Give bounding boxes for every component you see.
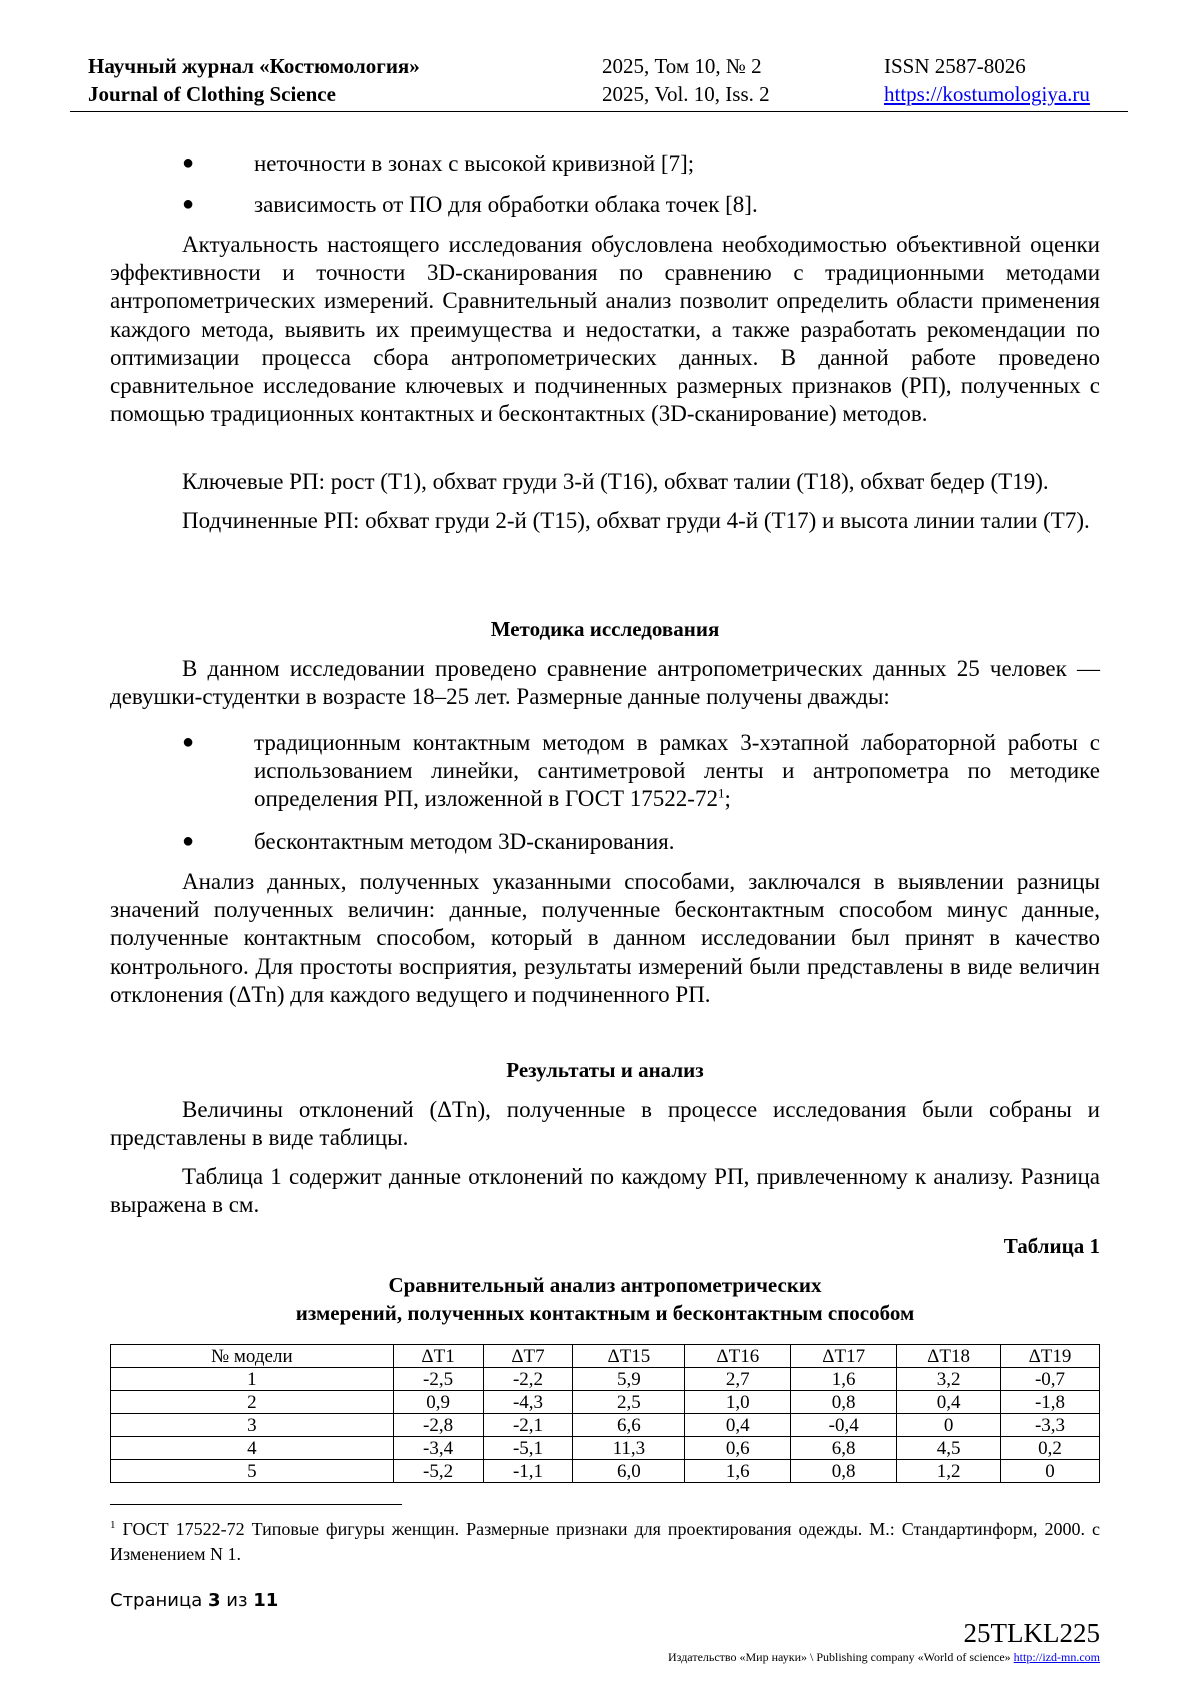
page-total: 11 <box>253 1590 279 1611</box>
table-cell: 1,6 <box>791 1368 897 1391</box>
table-cell: 6,8 <box>791 1437 897 1460</box>
table-header-row <box>111 1345 1100 1368</box>
journal-issue <box>602 52 770 108</box>
table-cell: 4,5 <box>897 1437 1001 1460</box>
table-cell: 6,0 <box>573 1460 685 1483</box>
table-cell: -2,1 <box>483 1414 573 1437</box>
key-measurements-paragraph: Ключевые РП: рост (Т1), обхват груди 3-й (Т16), обхват талии (Т18), обхват бедер (Т19). <box>182 469 1049 494</box>
page-number <box>110 1590 278 1611</box>
bullet-icon: ● <box>182 731 195 753</box>
page-current: 3 <box>208 1590 221 1611</box>
journal-title-ru: Научный журнал «Костюмология» <box>88 54 420 78</box>
table-cell: 2,7 <box>685 1368 791 1391</box>
table-cell: 0,8 <box>791 1460 897 1483</box>
table-cell: -2,5 <box>393 1368 483 1391</box>
table-title-line-1: Сравнительный анализ антропометрических <box>388 1273 822 1297</box>
footnote-mark: 1 <box>110 1519 116 1531</box>
subordinate-measurements-paragraph: Подчиненные РП: обхват груди 2-й (Т15), обхват груди 4-й (Т17) и высота линии талии (Т7). <box>182 508 1090 533</box>
issue-ru: 2025, Том 10, № 2 <box>602 54 762 78</box>
table-row <box>111 1391 1100 1414</box>
bullet-icon: ● <box>182 152 195 174</box>
article-code: 25TLKL225 <box>963 1618 1100 1648</box>
table-header-cell: ΔТ17 <box>791 1345 897 1368</box>
journal-title <box>88 52 420 108</box>
header-divider <box>70 111 1128 112</box>
table-cell: 1 <box>111 1368 394 1391</box>
relevance-paragraph: Актуальность настоящего исследования обусловлена необходимостью объективной оценки эффективности и точности 3D-сканирования по сравнению с традиционными методами антропометрических измерений. Сравнительный анализ позволит определить области применения каждого метода, выявить их преимущества и недостатки, а также разработать рекомендации по оптимизации процесса сбора антропометрических данных. В данной работе проведено сравнительное исследование ключевых и подчиненных размерных признаков (РП), полученных с помощью традиционных контактных и бесконтактных (3D-сканирование) методов. <box>110 232 1100 427</box>
method-bullet-contact-end: ; <box>724 786 731 812</box>
journal-title-en: Journal of Clothing Science <box>88 82 336 106</box>
table-cell: -0,7 <box>1001 1368 1100 1391</box>
table-cell: 11,3 <box>573 1437 685 1460</box>
results-paragraph-1: Величины отклонений (ΔTn), полученные в процессе исследования были собраны и представлены в виде таблицы. <box>110 1097 1100 1151</box>
table-header-cell: ΔТ15 <box>573 1345 685 1368</box>
table-header-cell: ΔТ7 <box>483 1345 573 1368</box>
results-paragraph-2: Таблица 1 содержит данные отклонений по каждому РП, привлеченному к анализу. Разница выражена в см. <box>110 1164 1100 1218</box>
bullet-icon: ● <box>182 193 195 215</box>
method-bullet-scan: бесконтактным методом 3D-сканирования. <box>254 829 675 854</box>
table-cell: 5,9 <box>573 1368 685 1391</box>
table-title-line-2: измерений, полученных контактным и бесконтактным способом <box>295 1301 915 1325</box>
table-row <box>111 1368 1100 1391</box>
table-cell: -2,2 <box>483 1368 573 1391</box>
table-cell: 2 <box>111 1391 394 1414</box>
method-bullet-contact-text: традиционным контактным методом в рамках 3-хэтапной лабораторной работы с использованием линейки, сантиметровой ленты и антропометра по методике определения РП, изложенной в ГОСТ 17522-72 <box>254 730 1100 812</box>
page-mid: из <box>226 1590 248 1611</box>
intro-bullet-1: неточности в зонах с высокой кривизной [7]; <box>254 151 695 176</box>
table-cell: -5,2 <box>393 1460 483 1483</box>
table-cell: 1,2 <box>897 1460 1001 1483</box>
table-cell: 0 <box>1001 1460 1100 1483</box>
table-header-cell: ΔТ16 <box>685 1345 791 1368</box>
table-header-cell: ΔТ1 <box>393 1345 483 1368</box>
page-prefix: Страница <box>110 1590 203 1611</box>
publisher-name: Издательство «Мир науки» \ Publishing company «World of science» <box>668 1650 1011 1664</box>
table-cell: -4,3 <box>483 1391 573 1414</box>
journal-issn <box>884 52 1090 108</box>
publisher-url-link[interactable]: http://izd-mn.com <box>1013 1650 1100 1664</box>
table-cell: 0,6 <box>685 1437 791 1460</box>
footnote <box>110 1517 1100 1567</box>
method-bullet-contact <box>254 729 1100 814</box>
deviation-table <box>110 1344 1100 1483</box>
table-cell: 0 <box>897 1414 1001 1437</box>
publisher-line <box>668 1650 1100 1665</box>
analysis-paragraph: Анализ данных, полученных указанными способами, заключался в выявлении разницы значений полученных величин: данные, полученные бесконтактным способом минус данные, полученные контактным способом, который в данном исследовании был принят в качество контрольного. Для простоты восприятия, результаты измерений были представлены в виде величин отклонения (ΔTn) для каждого ведущего и подчиненного РП. <box>110 869 1100 1007</box>
footnote-divider <box>110 1504 402 1505</box>
issn: ISSN 2587-8026 <box>884 54 1026 78</box>
table-label: Таблица 1 <box>1003 1234 1100 1258</box>
method-heading: Методика исследования <box>490 617 720 641</box>
table-cell: 0,9 <box>393 1391 483 1414</box>
table-row <box>111 1437 1100 1460</box>
table-row <box>111 1414 1100 1437</box>
table-cell: 0,4 <box>685 1414 791 1437</box>
table-cell: -3,3 <box>1001 1414 1100 1437</box>
table-row <box>111 1460 1100 1483</box>
table-cell: -1,1 <box>483 1460 573 1483</box>
table-cell: -3,4 <box>393 1437 483 1460</box>
method-intro-paragraph: В данном исследовании проведено сравнение антропометрических данных 25 человек — девушки-студентки в возрасте 18–25 лет. Размерные данные получены дважды: <box>110 656 1100 710</box>
table-header-cell: ΔТ18 <box>897 1345 1001 1368</box>
table-cell: 3 <box>111 1414 394 1437</box>
table-cell: -1,8 <box>1001 1391 1100 1414</box>
results-heading: Результаты и анализ <box>506 1058 704 1082</box>
intro-bullet-2: зависимость от ПО для обработки облака точек [8]. <box>254 192 758 217</box>
table-cell: -0,4 <box>791 1414 897 1437</box>
footnote-ref[interactable]: 1 <box>717 785 725 801</box>
table-cell: 0,2 <box>1001 1437 1100 1460</box>
table-cell: 0,4 <box>897 1391 1001 1414</box>
table-header-cell: № модели <box>111 1345 394 1368</box>
table-cell: -5,1 <box>483 1437 573 1460</box>
table-cell: -2,8 <box>393 1414 483 1437</box>
table-cell: 4 <box>111 1437 394 1460</box>
journal-url-link[interactable]: https://kostumologiya.ru <box>884 82 1090 106</box>
footnote-text: ГОСТ 17522-72 Типовые фигуры женщин. Размерные признаки для проектирования одежды. М.: Стандартинформ, 2000. с Изменением N 1. <box>110 1519 1100 1564</box>
table-cell: 2,5 <box>573 1391 685 1414</box>
table-cell: 0,8 <box>791 1391 897 1414</box>
table-cell: 6,6 <box>573 1414 685 1437</box>
table-cell: 5 <box>111 1460 394 1483</box>
table-cell: 1,0 <box>685 1391 791 1414</box>
issue-en: 2025, Vol. 10, Iss. 2 <box>602 82 770 106</box>
table-cell: 1,6 <box>685 1460 791 1483</box>
bullet-icon: ● <box>182 830 195 852</box>
table-header-cell: ΔТ19 <box>1001 1345 1100 1368</box>
table-cell: 3,2 <box>897 1368 1001 1391</box>
